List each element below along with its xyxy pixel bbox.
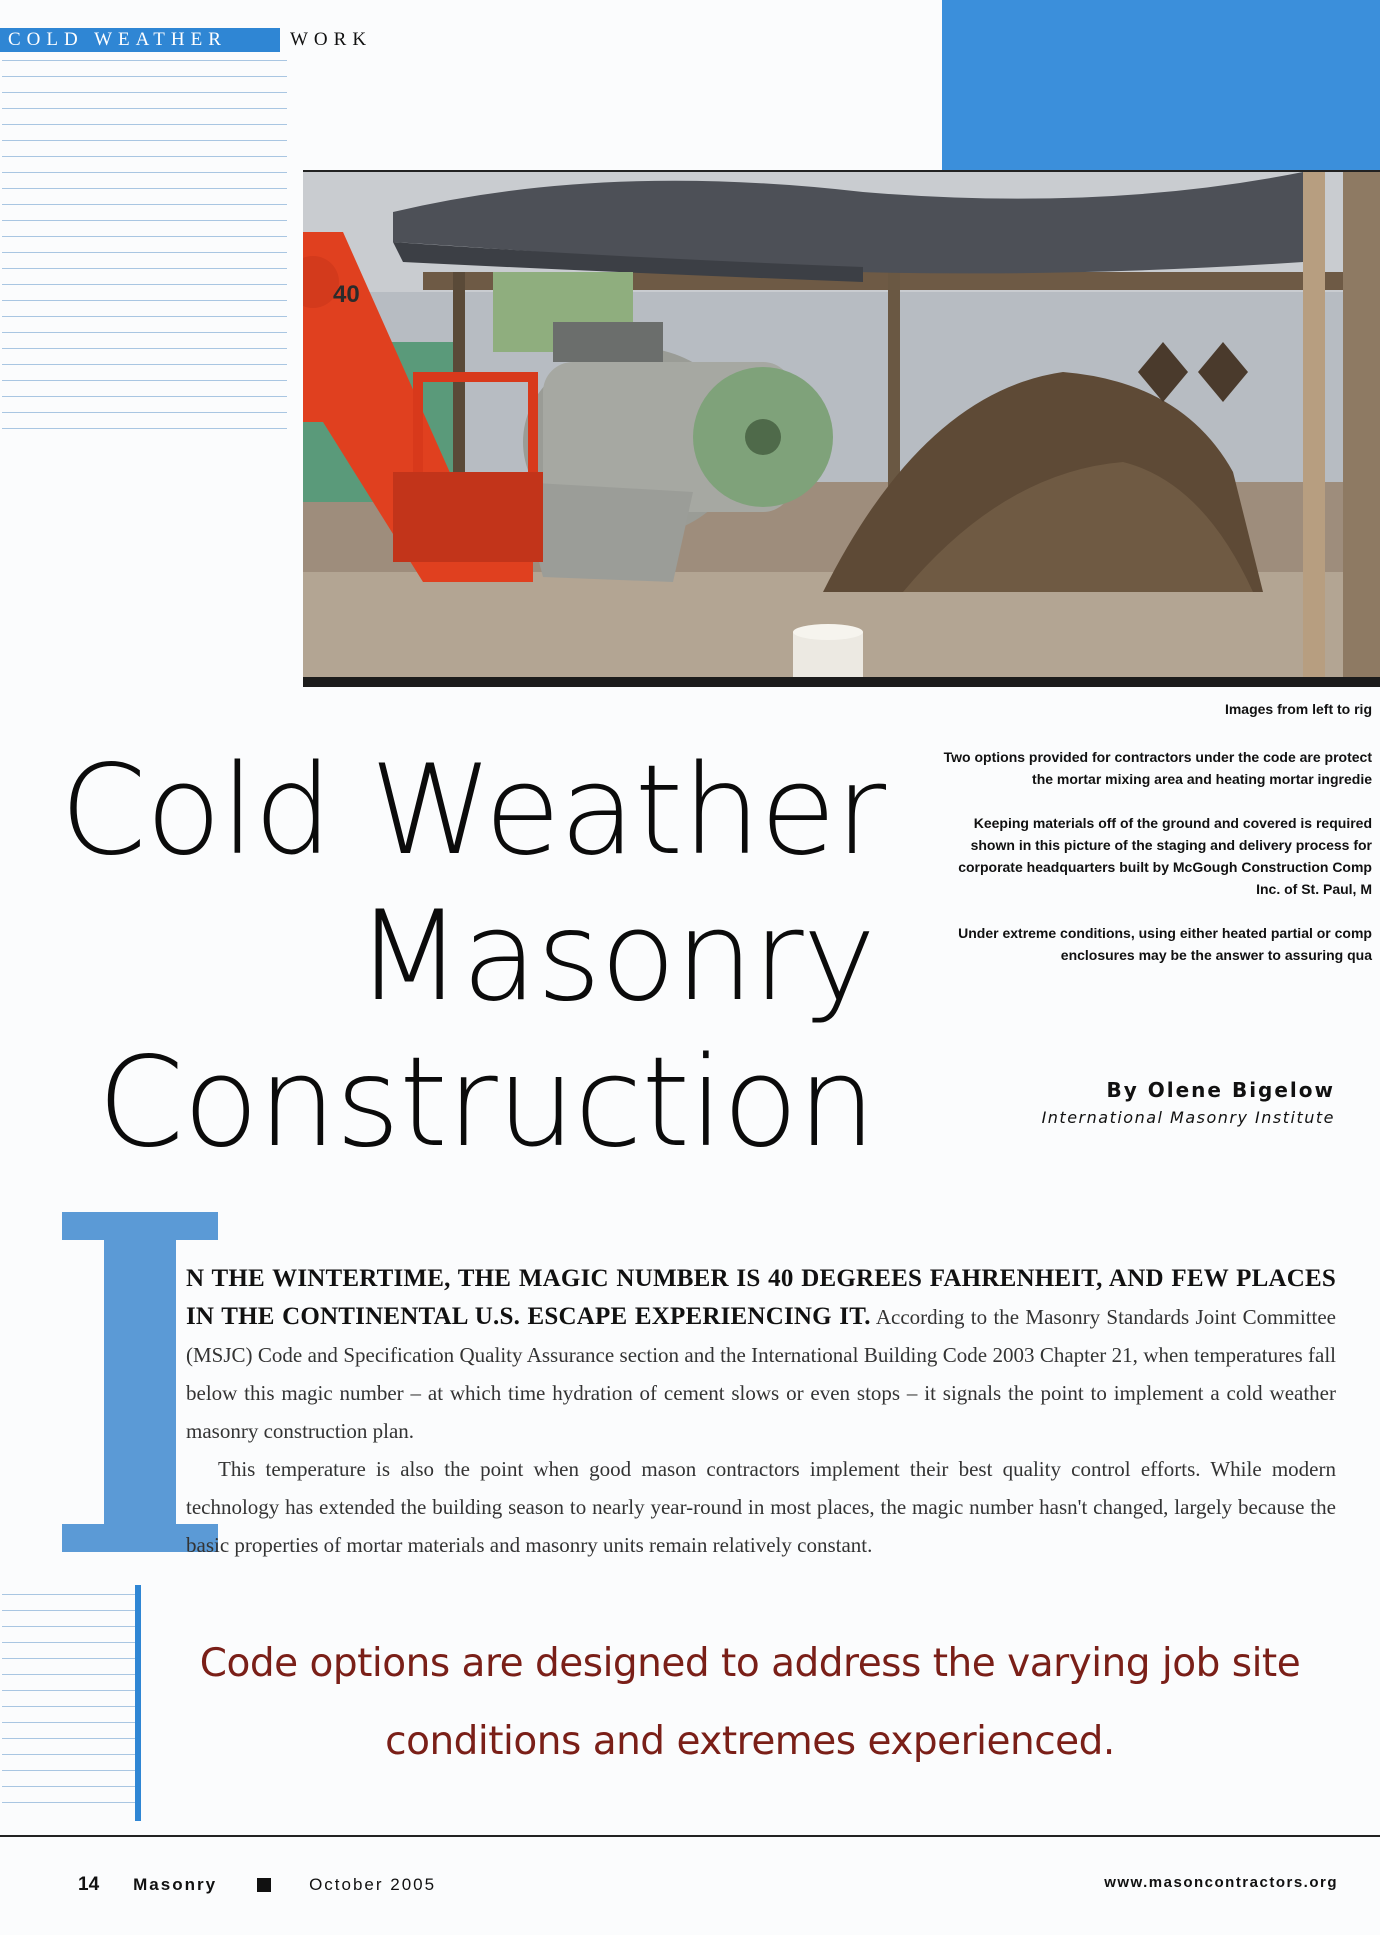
pullquote-line-2: conditions and extremes experienced. [385,1719,1115,1764]
lead-in-caps: N THE WINTERTIME, THE MAGIC NUMBER IS 40 DEGREES FAHRENHEIT, AND FEW PLACES IN THE CONTINENTAL U.S. ESCAPE EXPERIENCING IT. [186,1265,1336,1330]
website-link[interactable]: www.masoncontractors.org [1104,1874,1338,1891]
issue-date: October 2005 [309,1875,437,1894]
paragraph-2: This temperature is also the point when good mason contractors implement their best quality control efforts. While modern technology has extended the building season to nearly year-round in most places, the magic number hasn't changed, largely because the basic properties of mortar materials and masonry units remain relatively constant. [186,1457,1336,1557]
title-line-2: Masonry [355,885,875,1029]
section-tag [0,28,372,52]
magazine-name: Masonry [133,1875,218,1894]
caption-lead: Images from left to rig [1224,701,1372,717]
square-icon [257,1878,271,1892]
paragraph-1-text: According to the Masonry Standards Joint Committee (MSJC) Code and Specification Quality Assurance section and the International Building Code 2003 Chapter 21, when temperatures fall below this magic number – at which time hydration of cement slows or even stops – it signals the point to implement a cold weather masonry construction plan. [186,1305,1336,1443]
byline [1042,1078,1335,1127]
caption-item: Keeping materials off of the ground and covered is required shown in this picture of the staging and delivery process for corporate headquarters built by McGough Construction Comp Inc. of St. Paul, M [958,815,1372,897]
author-organization: International Masonry Institute [1041,1108,1335,1127]
page-number: 14 [78,1874,100,1895]
photo-captions [932,698,1372,988]
pull-quote [160,1625,1340,1781]
forklift-number: 40 [333,281,360,308]
paragraph-1 [186,1260,1336,1450]
title-line-1: Cold Weather [60,739,886,883]
section-tag-highlight: COLD WEATHER [0,28,280,52]
article-body [186,1260,1336,1564]
footer-left [78,1874,436,1896]
pullquote-bar [135,1585,141,1821]
author-name: By Olene Bigelow [1106,1078,1335,1102]
decorative-rules-top [2,60,287,444]
section-tag-rest: WORK [290,29,373,50]
title-line-3: Construction [97,1031,875,1175]
pullquote-line-1: Code options are designed to address the varying job site [199,1641,1301,1686]
blue-corner-block [942,0,1380,170]
caption-item: Under extreme conditions, using either heated partial or comp enclosures may be the answer to assuring qua [958,925,1372,963]
footer-rule [0,1835,1380,1837]
caption-item: Two options provided for contractors under the code are protect the mortar mixing area and heating mortar ingredie [943,749,1372,787]
article-title [60,738,886,1176]
construction-photo [303,170,1380,687]
